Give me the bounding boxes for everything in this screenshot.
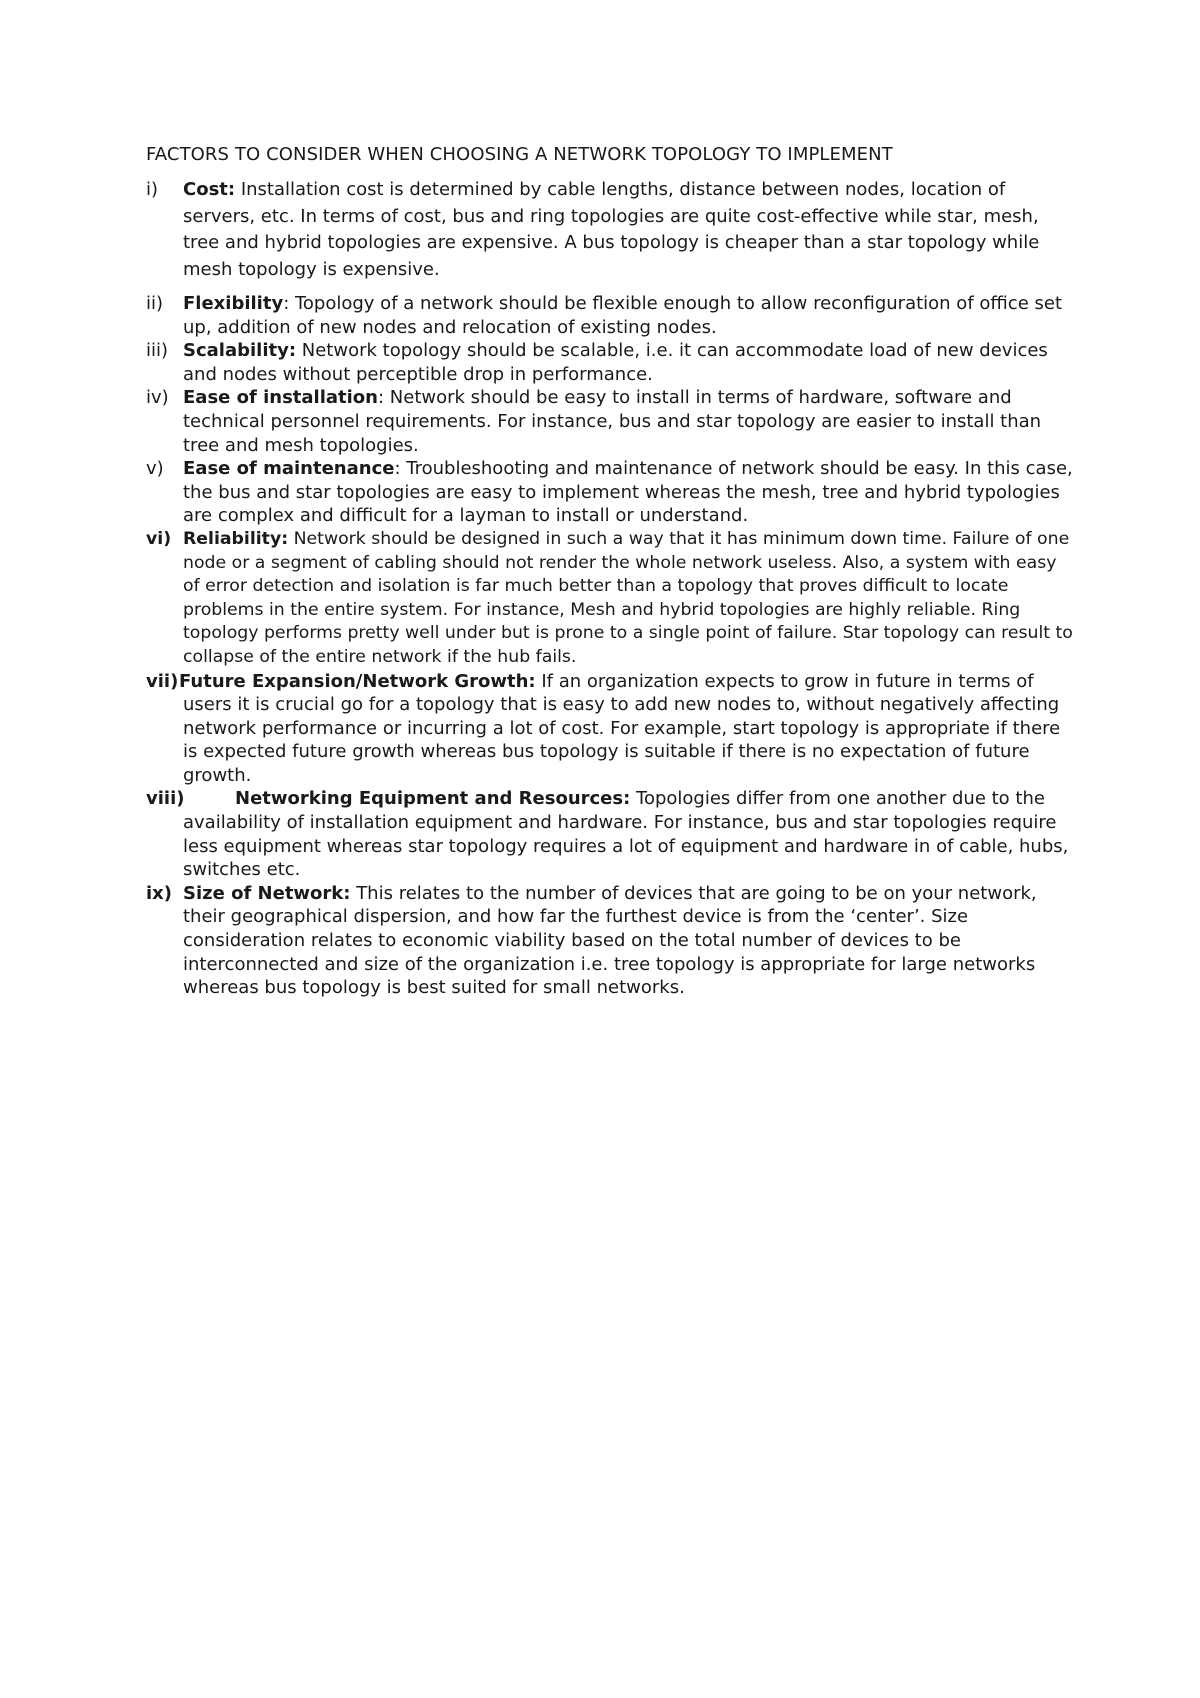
list-item-reliability [146, 528, 1076, 670]
item-text: Topologies differ from one another due to the availability of installation equipment and hardware. For instance, bus and star topologies require less equipment whereas star topology requires a lot of equipment and hardware in of cable, hubs, switches etc. [183, 788, 1069, 881]
list-item-flexibility [146, 292, 1076, 339]
item-number: ix) [146, 882, 173, 904]
item-heading: Reliability: [183, 528, 289, 549]
item-number: iii) [146, 340, 169, 362]
item-heading: Cost: [183, 179, 236, 200]
factor-list [146, 177, 1076, 1000]
list-item-networking-equipment [146, 787, 1076, 881]
item-text: : Troubleshooting and maintenance of network should be easy. In this case, the bus and star topologies are easy to implement whereas the mesh, tree and hybrid typologies are complex and difficult for a layman to install or understand. [183, 458, 1073, 527]
item-text: : Topology of a network should be flexible enough to allow reconfiguration of office set up, addition of new nodes and relocation of existing nodes. [183, 293, 1062, 338]
list-item-scalability [146, 339, 1076, 386]
item-number: ii) [146, 293, 164, 314]
item-number: v) [146, 458, 164, 480]
item-number: i) [146, 179, 159, 200]
item-number: viii) [146, 788, 185, 810]
item-text: Installation cost is determined by cable lengths, distance between nodes, location of servers, etc. In terms of cost, bus and ring topologies are quite cost-effective while star, mesh, tree and hybrid topologies are expensive. A bus topology is cheaper than a star topology while mesh topology is expensive. [183, 179, 1040, 280]
document-page [146, 142, 1076, 1000]
item-number: vii) [146, 670, 179, 692]
list-item-cost [146, 177, 1076, 283]
list-item-ease-of-maintenance [146, 457, 1076, 528]
list-item-size-of-network [146, 882, 1076, 1000]
item-heading: Networking Equipment and Resources: [235, 788, 631, 810]
list-item-ease-of-installation [146, 386, 1076, 457]
document-title: FACTORS TO CONSIDER WHEN CHOOSING A NETWORK TOPOLOGY TO IMPLEMENT [146, 144, 893, 165]
item-heading: Ease of maintenance [183, 458, 395, 480]
item-text: Network should be designed in such a way that it has minimum down time. Failure of one node or a segment of cabling should not render the whole network useless. Also, a system with easy of error detection and isolation is far much better than a topology that proves difficult to locate problems in the entire system. For instance, Mesh and hybrid topologies are highly reliable. Ring topology performs pretty well under but is prone to a single point of failure. Star topology can result to collapse of the entire network if the hub fails. [183, 528, 1073, 667]
item-heading: Ease of installation [183, 387, 378, 409]
item-heading: Flexibility [183, 293, 284, 314]
item-number: iv) [146, 387, 169, 409]
item-heading: Scalability: [183, 340, 297, 362]
item-number: vi) [146, 528, 172, 549]
item-text: If an organization expects to grow in future in terms of users it is crucial go for a topology that is easy to add new nodes to, without negatively affecting network performance or incurring a lot of cost. For example, start topology is appropriate if there is expected future growth whereas bus topology is suitable if there is no expectation of future growth. [183, 670, 1061, 786]
item-text: This relates to the number of devices that are going to be on your network, their geographical dispersion, and how far the furthest device is from the ‘center’. Size consideration relates to economic viability based on the total number of devices to be interconnected and size of the organization i.e. tree topology is appropriate for large networks whereas bus topology is best suited for small networks. [183, 882, 1037, 999]
list-item-future-expansion [146, 670, 1076, 788]
item-text: Network topology should be scalable, i.e. it can accommodate load of new devices and nodes without perceptible drop in performance. [183, 340, 1048, 385]
item-heading: Size of Network: [183, 882, 351, 904]
item-text: : Network should be easy to install in terms of hardware, software and technical personnel requirements. For instance, bus and star topology are easier to install than tree and mesh topologies. [183, 387, 1042, 456]
item-heading: Future Expansion/Network Growth: [179, 670, 536, 692]
